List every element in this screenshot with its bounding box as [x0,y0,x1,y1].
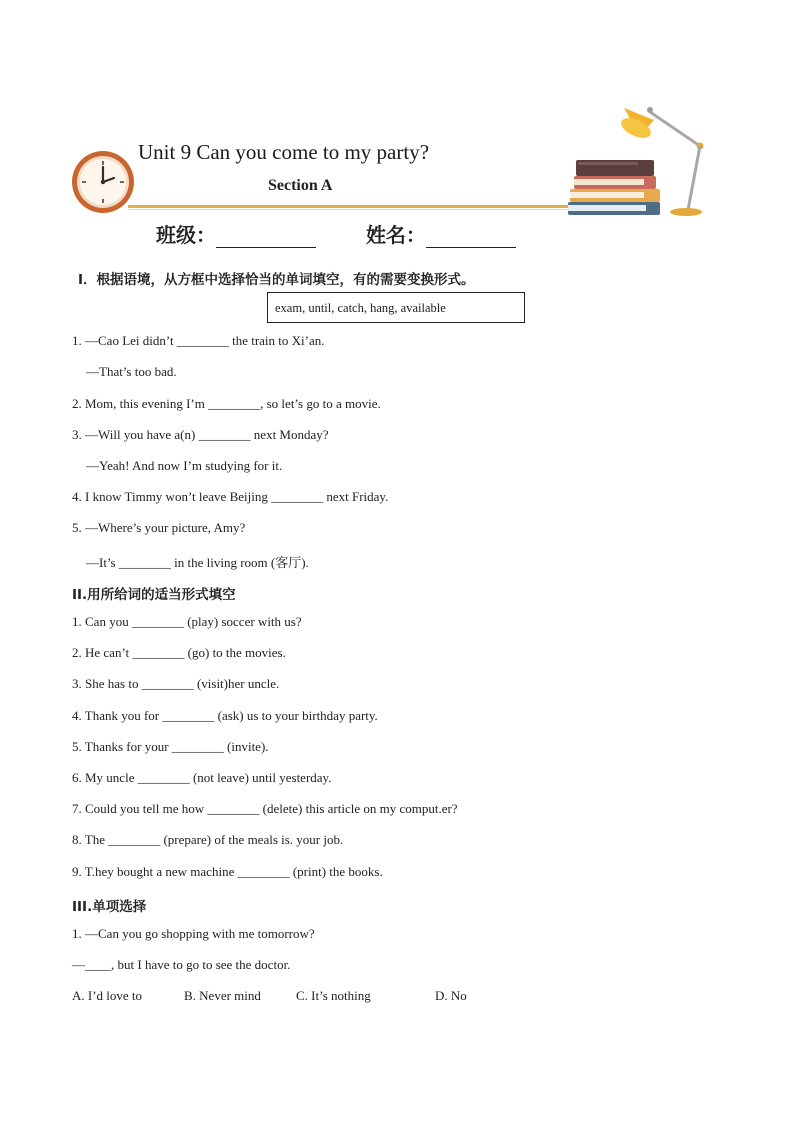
s2-line-2: 2. He can’t ________ (go) to the movies. [72,645,286,660]
s2-line-1: 1. Can you ________ (play) soccer with us? [72,614,302,629]
name-label: 姓名： [365,223,426,247]
s3-option-c: C. It’s nothing [296,988,371,1003]
word-box-text: exam, until, catch, hang, available [275,301,446,315]
header-divider [128,205,598,208]
page-subtitle: Section A [268,177,333,194]
s1-line-2: —That’s too bad. [86,364,177,379]
s3-answer-line: —____, but I have to go to see the doctor. [72,957,291,972]
name-blank[interactable] [426,227,516,248]
s2-line-4: 4. Thank you for ________ (ask) us to your birthday party. [72,708,378,723]
s1-line-7: 5. —Where’s your picture, Amy? [72,520,246,535]
s1-line-6: 4. I know Timmy won’t leave Beijing ________ next Friday. [72,489,389,504]
s1-line-8: —It’s ________ in the living room (客厅). [86,555,309,570]
s1-line-3: 2. Mom, this evening I’m ________, so let’s go to a movie. [72,396,381,411]
s3-option-a: A. I’d love to [72,988,143,1003]
s1-line-4: 3. —Will you have a(n) ________ next Monday? [72,427,329,442]
s3-option-d: D. No [435,988,467,1003]
s2-line-5: 5. Thanks for your ________ (invite). [72,739,269,754]
class-blank[interactable] [216,227,316,248]
s1-line-1: 1. —Cao Lei didn’t ________ the train to Xi’an. [72,333,325,348]
section1-heading: I．根据语境，从方框中选择恰当的单词填空，有的需要变换形式。 [78,272,475,288]
s2-line-3: 3. She has to ________ (visit)her uncle. [72,676,280,691]
s3-option-b: B. Never mind [184,988,261,1003]
s1-line-5: —Yeah! And now I’m studying for it. [86,458,283,473]
s2-line-7: 7. Could you tell me how ________ (delete) this article on my comput.er? [72,801,458,816]
class-name-line [156,219,516,248]
s2-line-6: 6. My uncle ________ (not leave) until yesterday. [72,770,332,785]
section2-heading: II.用所给词的适当形式填空 [72,587,236,603]
section3-heading: III.单项选择 [72,899,147,915]
s2-line-8: 8. The ________ (prepare) of the meals is. your job. [72,832,344,847]
page-title: Unit 9 Can you come to my party? [138,140,430,164]
word-box [267,292,525,323]
class-label: 班级： [156,223,216,247]
books-lamp-illustration [566,98,708,220]
clock-icon [70,149,136,215]
header-divider-thin [128,209,598,210]
s2-line-9: 9. T.hey bought a new machine ________ (print) the books. [72,864,383,879]
s3-question: 1. —Can you go shopping with me tomorrow? [72,926,315,941]
